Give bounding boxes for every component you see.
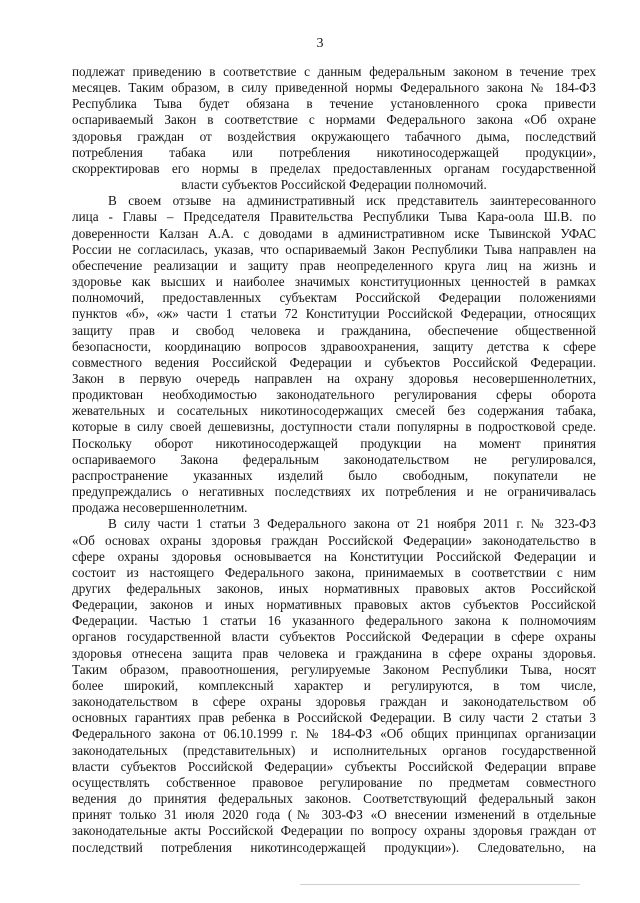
text-line: доверенности Калзан А.А. с доводами в административном иске Тывинской УФАС	[72, 225, 596, 241]
text-line: Поскольку оборот никотиносодержащей продукции на момент принятия	[72, 435, 596, 451]
text-line: законодательные акты Российской Федерации по вопросу охраны здоровья граждан от	[72, 823, 596, 839]
text-line: последствий потребления никотинсодержащей продукции»). Следовательно, на	[72, 839, 596, 855]
text-line: В силу части 1 статьи 3 Федерального закона от 21 ноября 2011 г. № 323-ФЗ	[108, 516, 596, 532]
paragraph-1	[72, 64, 596, 193]
paragraph-2	[72, 193, 596, 516]
text-line: законодательных (представительных) и исполнительных органов государственной	[72, 742, 596, 758]
text-line: здоровье как высших и наиболее значимых конституционных ценностей в рамках	[72, 274, 596, 290]
text-line: лица - Главы – Председателя Правительства Республики Тыва Кара-оола Ш.В. по	[72, 209, 596, 225]
text-line: здоровья отнесена защита прав человека и гражданина в сфере охраны здоровья.	[72, 645, 596, 661]
text-line: других федеральных законов, иных нормативных правовых актов Российской	[72, 581, 596, 596]
text-line: «Об основах охраны здоровья граждан Российской Федерации» законодательство в	[72, 532, 596, 548]
text-line: потребления табака или потребления никотиносодержащей продукции»,	[72, 144, 596, 160]
text-line: Федерации, законов и иных нормативных правовых актов субъектов Российской	[72, 597, 596, 613]
text-line: принят только 31 июля 2020 года (№ 303-ФЗ «О внесении изменений в отдельные	[72, 807, 596, 823]
text-line: основных гарантиях прав ребенка в Российской Федерации. В силу части 2 статьи 3	[72, 710, 596, 726]
text-line: оспариваемый Закон в соответствие с нормами Федерального закона «Об охране	[72, 112, 596, 128]
text-line: здоровья граждан от воздействия окружающего табачного дыма, последствий	[72, 128, 596, 144]
text-line: оспариваемого Закона федеральным законодательством не регулировался,	[72, 451, 596, 467]
text-line: России не согласилась, указав, что оспариваемый Закон Республики Тыва направлен на	[72, 241, 596, 257]
text-line: власти субъектов Российской Федерации полномочий.	[181, 177, 487, 193]
text-line: защиту прав и свобод человека и гражданина, обеспечение общественной	[72, 322, 596, 338]
document-body	[72, 64, 596, 856]
text-line: власти субъектов Российской Федерации» субъекты Российской Федерации вправе	[72, 758, 596, 774]
text-line: предупреждались о негативных последствиях их потребления и не ограничивалась	[72, 484, 596, 500]
text-line: Федерации. Частью 1 статьи 16 указанного федерального закона к полномочиям	[72, 613, 596, 629]
text-line: пунктов «б», «ж» части 1 статьи 72 Конституции Российской Федерации, относящих	[72, 306, 596, 322]
text-line: В своем отзыве на административный иск представитель заинтересованного	[108, 193, 596, 209]
text-line: распространение указанных изделий было свободным, покупатели не	[72, 467, 596, 483]
text-line: Таким образом, правоотношения, регулируемые Законом Республики Тыва, носят	[72, 661, 596, 677]
page-number: 3	[316, 36, 324, 51]
text-line: полномочий, предоставленных субъектам Российской Федерации положениями	[72, 290, 596, 306]
text-line: ведения до принятия федеральных законов. Соответствующий федеральный закон	[72, 791, 596, 807]
text-line: продажа несовершеннолетним.	[72, 500, 248, 516]
text-line: жевательных и сосательных никотиносодержащих смесей без содержания табака,	[72, 403, 596, 419]
text-line: сфере охраны здоровья основывается на Конституции Российской Федерации и	[72, 548, 596, 564]
text-line: осуществлять собственное правовое регулирование по предметам совместного	[72, 774, 596, 790]
text-line: обеспечение реализации и защиту прав неопределенного круга лиц на жизнь и	[72, 257, 596, 273]
paragraph-3	[72, 516, 596, 855]
text-line: состоит из настоящего Федерального закона, принимаемых в соответствии с ним	[72, 564, 596, 580]
text-line: подлежат приведению в соответствие с данным федеральным законом в течение трех	[72, 64, 596, 79]
text-line: законодательством в сфере охраны здоровья граждан и законодательством об	[72, 694, 596, 710]
text-line: продиктован необходимостью законодательного регулирования сферы оборота	[72, 387, 596, 403]
text-line: месяцев. Таким образом, в силу приведенной нормы Федерального закона № 184-ФЗ	[72, 80, 596, 96]
text-line: Федерального закона от 06.10.1999 г. № 184-ФЗ «Об общих принципах организации	[72, 726, 596, 742]
text-line: Республика Тыва будет обязана в течение установленного срока привести	[72, 96, 596, 112]
text-line: скорректировав его нормы в пределах предоставленных органам государственной	[72, 160, 596, 176]
text-line: которые в силу своей дешевизны, доступности стали популярны в подростковой среде.	[72, 419, 596, 435]
text-line: безопасности, координацию вопросов здравоохранения, защиту детства к сфере	[72, 338, 596, 354]
text-line: органов государственной власти субъектов Российской Федерации в сфере охраны	[72, 629, 596, 645]
text-line: более широкий, комплексный характер и регулируются, в том числе,	[72, 677, 596, 693]
text-line: Закон в первую очередь направлен на охрану здоровья несовершеннолетних,	[72, 370, 596, 386]
footer-divider	[300, 884, 580, 885]
text-line: совместного ведения Российской Федерации и субъектов Российской Федерации.	[72, 354, 596, 370]
